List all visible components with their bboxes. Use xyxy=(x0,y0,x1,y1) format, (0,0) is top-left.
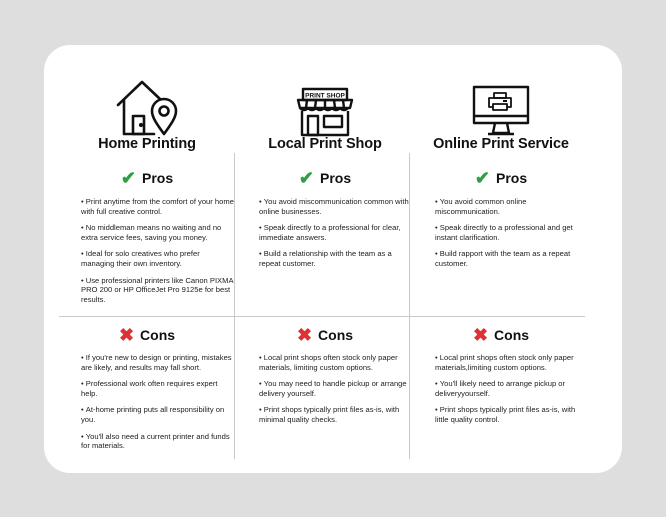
pros-label: Pros xyxy=(319,170,352,186)
cross-icon: ✖ xyxy=(472,325,489,345)
list-item: • No middleman means no waiting and no extra service fees, saving you money. xyxy=(81,223,235,242)
list-item: • You may need to handle pickup or arrange delivery yourself. xyxy=(259,379,413,398)
list-item: • Use professional printers like Canon PIXMA PRO 200 or HP OfficeJet Pro 9125e for best results. xyxy=(81,276,235,305)
column-home-printing xyxy=(59,45,235,473)
cons-list xyxy=(435,353,589,432)
list-item: • Local print shops often stock only paper materials, limiting custom options. xyxy=(259,353,413,372)
list-item: • You avoid miscommunication common with online businesses. xyxy=(259,197,413,216)
computer-monitor-printer-icon xyxy=(471,85,531,137)
column-title: Online Print Service xyxy=(433,136,569,152)
column-title: Local Print Shop xyxy=(268,136,382,152)
pros-list xyxy=(259,197,413,276)
pros-heading xyxy=(59,169,235,187)
list-item: • Speak directly to a professional and get instant clarification. xyxy=(435,223,589,242)
svg-text:PRINT SHOP: PRINT SHOP xyxy=(305,92,345,100)
checkmark-icon: ✔ xyxy=(474,168,490,188)
cons-heading xyxy=(413,326,589,344)
list-item: • You'll also need a current printer and funds for materials. xyxy=(81,432,235,451)
cons-list xyxy=(259,353,413,432)
cons-label: Cons xyxy=(140,327,176,343)
cons-heading xyxy=(237,326,413,344)
cons-heading xyxy=(59,326,235,344)
cross-icon: ✖ xyxy=(118,325,135,345)
list-item: • Print shops typically print files as-is, with minimal quality checks. xyxy=(259,405,413,424)
pros-list xyxy=(435,197,589,276)
list-item: • Print anytime from the comfort of your home with full creative control. xyxy=(81,197,235,216)
house-location-pin-icon xyxy=(114,77,180,137)
pros-list xyxy=(81,197,235,311)
pros-label: Pros xyxy=(141,170,174,186)
list-item: • If you're new to design or printing, mistakes are likely, and results may fall short. xyxy=(81,353,235,372)
column-online-print-service xyxy=(413,45,589,473)
list-item: • Print shops typically print files as-is, with little quality control. xyxy=(435,405,589,424)
list-item: • Build a relationship with the team as a repeat customer. xyxy=(259,249,413,268)
cons-label: Cons xyxy=(318,327,354,343)
pros-heading xyxy=(237,169,413,187)
list-item: • Speak directly to a professional for clear, immediate answers. xyxy=(259,223,413,242)
checkmark-icon: ✔ xyxy=(120,168,136,188)
cross-icon: ✖ xyxy=(296,325,313,345)
cons-list xyxy=(81,353,235,458)
print-shop-storefront-icon xyxy=(294,87,356,137)
comparison-card xyxy=(44,45,622,473)
cons-label: Cons xyxy=(494,327,530,343)
pros-heading xyxy=(413,169,589,187)
column-local-print-shop xyxy=(237,45,413,473)
pros-label: Pros xyxy=(495,170,528,186)
list-item: • At-home printing puts all responsibility on you. xyxy=(81,405,235,424)
list-item: • Ideal for solo creatives who prefer managing their own inventory. xyxy=(81,249,235,268)
checkmark-icon: ✔ xyxy=(298,168,314,188)
list-item: • Professional work often requires expert help. xyxy=(81,379,235,398)
list-item: • You'll likely need to arrange pickup or deliveryyourself. xyxy=(435,379,589,398)
list-item: • You avoid common online miscommunication. xyxy=(435,197,589,216)
list-item: • Local print shops often stock only paper materials,limiting custom options. xyxy=(435,353,589,372)
column-title: Home Printing xyxy=(98,136,196,152)
list-item: • Build rapport with the team as a repeat customer. xyxy=(435,249,589,268)
